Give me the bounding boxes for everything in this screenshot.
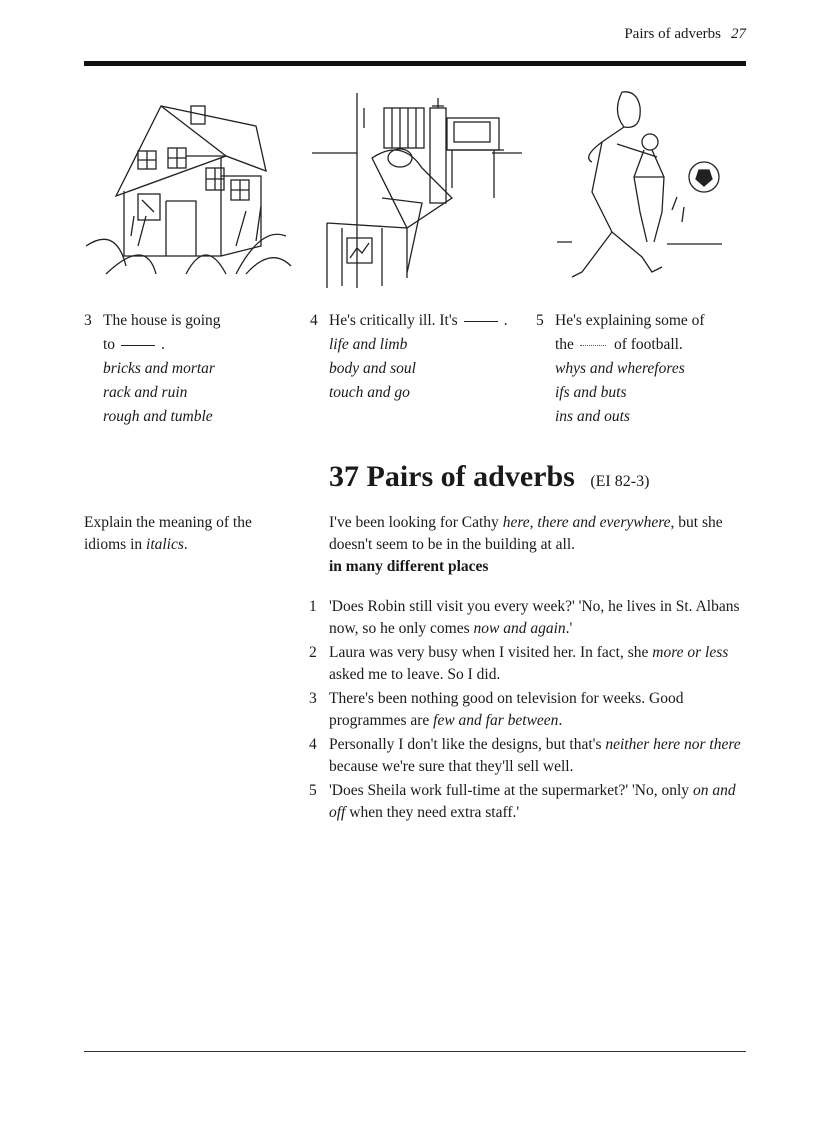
bottom-rule [84,1051,746,1052]
football-illustration [552,82,732,292]
question-number: 3 [309,690,317,707]
item-prompt: He's explaining some of [555,312,705,329]
question-text: 'Does Sheila work full-time at the supermarket?' 'No, only [329,782,693,799]
item-prompt-end: . [161,336,165,353]
item-4 [310,309,508,405]
question-list [309,596,749,826]
instructions [84,512,284,556]
question-text-end: . [558,712,563,729]
question-idiom: on and off [329,782,736,821]
question [309,642,749,686]
question-number: 4 [309,736,317,753]
option: rack and ruin [103,384,188,401]
option: bricks and mortar [103,360,215,377]
section-reference: (EI 82-3) [590,473,650,490]
answer-blank[interactable] [464,321,498,322]
question-text-end: when they need extra staff.' [345,804,520,821]
example-answer: in many different places [329,558,489,575]
options-list [310,333,508,405]
item-prompt: He's critically ill. It's [329,312,458,329]
instructions-italic-word: italics [146,536,184,553]
house-illustration [86,96,296,281]
option: touch and go [329,384,410,401]
item-prompt: The house is going [103,312,221,329]
option: ifs and buts [555,384,627,401]
item-prompt-end: . [503,312,508,329]
example-text-end: , but she doesn't seem to be in the building at all. [329,514,723,553]
example-text: I've been looking for Cathy [329,514,503,531]
question-number: 5 [309,782,317,799]
question-text: Personally I don't like the designs, but that's [329,736,606,753]
example-idiom: here, there and everywhere [502,514,671,531]
example-sentence [329,512,749,556]
question [309,596,749,640]
example [329,512,749,578]
question-idiom: more or less [652,644,729,661]
section-number: 37 [329,460,359,493]
question-idiom: neither here nor there [605,736,741,753]
option: body and soul [329,360,416,377]
hospital-bed-illustration [312,88,522,288]
question-number: 1 [309,598,317,615]
question-text-end: because we're sure that they'll sell well. [329,758,574,775]
question-idiom: now and again [473,620,566,637]
item-number: 3 [84,312,92,329]
answer-blank[interactable] [121,345,155,346]
question-text: There's been nothing good on television for weeks. Good programmes are [329,690,684,729]
question-text: Laura was very busy when I visited her. In fact, she [329,644,653,661]
item-3 [84,309,221,429]
running-head-title: Pairs of adverbs [624,26,721,42]
question-number: 2 [309,644,317,661]
question [309,688,749,732]
question-text-end: asked me to leave. So I did. [329,666,501,683]
instructions-end: . [183,536,188,553]
section-heading [329,460,649,494]
running-head [624,26,746,43]
options-list [84,357,221,429]
option: rough and tumble [103,408,213,425]
item-prompt-end: of football. [613,336,683,353]
answer-blank[interactable] [580,345,606,346]
option: whys and wherefores [555,360,685,377]
item-prompt-start: the [555,336,574,353]
item-5 [536,309,705,429]
section-title: Pairs of adverbs [366,460,575,493]
item-number: 4 [310,312,318,329]
page-number: 27 [731,26,746,42]
question-text-end: .' [565,620,573,637]
instructions-text: Explain the meaning of the idioms in [84,514,252,553]
option: ins and outs [555,408,630,425]
question [309,734,749,778]
options-list [536,357,705,429]
top-rule [84,61,746,66]
question [309,780,749,824]
question-idiom: few and far between [433,712,559,729]
option: life and limb [329,336,408,353]
item-number: 5 [536,312,544,329]
item-prompt-start: to [103,336,116,353]
question-text: 'Does Robin still visit you every week?' 'No, he lives in St. Albans now, so he only comes [329,598,740,637]
